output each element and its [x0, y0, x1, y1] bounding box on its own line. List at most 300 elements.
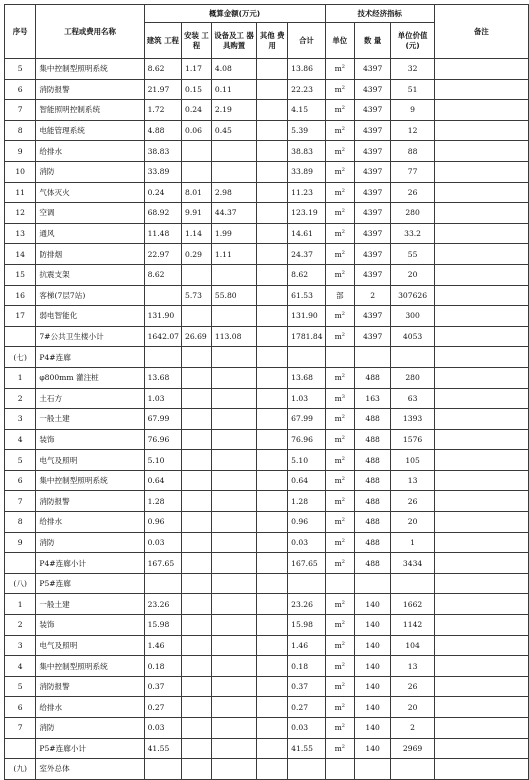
cell-unit: $m^2$: [325, 141, 354, 162]
cell-equipment: 1.99: [211, 223, 256, 244]
cell-equipment: [211, 429, 256, 450]
cell-seq: 6: [5, 470, 36, 491]
cell-remark: [434, 429, 528, 450]
cell-unit-value: 13: [391, 470, 435, 491]
cell-equipment: 0.11: [211, 79, 256, 100]
cell-total: 13.68: [288, 367, 325, 388]
cell-remark: [434, 79, 528, 100]
cell-seq: 1: [5, 367, 36, 388]
header-estimate-group: 概算金额(万元): [144, 5, 325, 23]
cell-equipment: [211, 718, 256, 739]
cell-unit: $m^2$: [325, 676, 354, 697]
cell-unit-value: 26: [391, 676, 435, 697]
cell-remark: [434, 100, 528, 121]
table-row: [5, 120, 529, 141]
cell-qty: 4397: [354, 244, 390, 265]
cell-equipment: [211, 491, 256, 512]
cell-equipment: [211, 450, 256, 471]
table-row: [5, 635, 529, 656]
cell-unit: $m^2$: [325, 79, 354, 100]
cell-install: [182, 161, 212, 182]
cell-unit: $m^2$: [325, 635, 354, 656]
table-row: [5, 141, 529, 162]
cell-total: 22.23: [288, 79, 325, 100]
cell-equipment: 44.37: [211, 203, 256, 224]
table-row: [5, 512, 529, 533]
cell-building: 1.03: [144, 388, 181, 409]
cell-qty: 2: [354, 285, 390, 306]
cell-unit-value: 63: [391, 388, 435, 409]
cell-qty: 488: [354, 429, 390, 450]
cell-other: [257, 635, 288, 656]
table-header: [5, 5, 529, 59]
table-body: [5, 59, 529, 780]
table-row: [5, 264, 529, 285]
cell-building: 1.46: [144, 635, 181, 656]
cell-install: [182, 512, 212, 533]
cell-remark: [434, 594, 528, 615]
cell-remark: [434, 718, 528, 739]
cell-seq: 6: [5, 79, 36, 100]
cell-total: 1781.84: [288, 326, 325, 347]
cell-name: 弱电智能化: [36, 306, 144, 327]
cell-seq: (七): [5, 347, 36, 368]
cell-total: 67.99: [288, 409, 325, 430]
cell-unit-value: 2969: [391, 738, 435, 759]
cell-unit-value: 104: [391, 635, 435, 656]
cell-total: [288, 573, 325, 594]
header-name: 工程或费用名称: [36, 5, 144, 59]
cell-unit-value: 1576: [391, 429, 435, 450]
cell-unit-value: 13: [391, 656, 435, 677]
cell-total: 167.65: [288, 553, 325, 574]
cell-seq: 5: [5, 59, 36, 80]
cell-unit-value: 20: [391, 512, 435, 533]
cell-install: [182, 450, 212, 471]
cell-unit: $m^2$: [325, 244, 354, 265]
cell-unit: $m^2$: [325, 367, 354, 388]
table-row: [5, 306, 529, 327]
cell-remark: [434, 223, 528, 244]
cell-install: 1.17: [182, 59, 212, 80]
cell-equipment: [211, 470, 256, 491]
cell-name: 给排水: [36, 512, 144, 533]
cell-install: [182, 573, 212, 594]
cell-unit: $m^2$: [325, 470, 354, 491]
cell-unit-value: 51: [391, 79, 435, 100]
cell-building: 1.72: [144, 100, 181, 121]
cell-total: 0.27: [288, 697, 325, 718]
cell-total: 1.03: [288, 388, 325, 409]
cell-remark: [434, 635, 528, 656]
cell-name: 气体灭火: [36, 182, 144, 203]
cell-qty: 140: [354, 697, 390, 718]
cell-building: 1.28: [144, 491, 181, 512]
cell-equipment: 4.08: [211, 59, 256, 80]
header-qty: 数 量: [354, 23, 390, 59]
table-row: [5, 429, 529, 450]
cell-unit-value: 4053: [391, 326, 435, 347]
cell-seq: 2: [5, 615, 36, 636]
cell-unit-value: 1: [391, 532, 435, 553]
cell-equipment: 55.80: [211, 285, 256, 306]
cell-building: [144, 285, 181, 306]
cell-qty: 4397: [354, 203, 390, 224]
cell-building: 22.97: [144, 244, 181, 265]
cell-total: 0.18: [288, 656, 325, 677]
cell-equipment: [211, 367, 256, 388]
cell-name: 智能照明控制系统: [36, 100, 144, 121]
cell-equipment: [211, 594, 256, 615]
cell-other: [257, 182, 288, 203]
cell-unit-value: 77: [391, 161, 435, 182]
cell-total: 8.62: [288, 264, 325, 285]
cell-building: 15.98: [144, 615, 181, 636]
cell-name: 室外总体: [36, 759, 144, 780]
cell-unit: [325, 573, 354, 594]
cell-other: [257, 491, 288, 512]
cell-install: [182, 409, 212, 430]
cell-equipment: [211, 676, 256, 697]
cell-unit-value: 280: [391, 367, 435, 388]
header-other: 其他 费用: [257, 23, 288, 59]
cell-install: 0.06: [182, 120, 212, 141]
cell-seq: 13: [5, 223, 36, 244]
cell-building: 13.68: [144, 367, 181, 388]
cell-remark: [434, 553, 528, 574]
cell-name: φ800mm 灌注桩: [36, 367, 144, 388]
cell-qty: 4397: [354, 264, 390, 285]
cell-name: 给排水: [36, 697, 144, 718]
cell-remark: [434, 203, 528, 224]
cell-install: [182, 718, 212, 739]
cell-building: 131.90: [144, 306, 181, 327]
cell-name: 消防报警: [36, 491, 144, 512]
table-row: [5, 244, 529, 265]
cell-seq: 9: [5, 532, 36, 553]
cell-unit-value: 307626: [391, 285, 435, 306]
cell-seq: [5, 326, 36, 347]
cell-qty: 488: [354, 470, 390, 491]
cell-seq: 6: [5, 697, 36, 718]
cell-install: [182, 388, 212, 409]
cell-unit: $m^2$: [325, 594, 354, 615]
cell-other: [257, 718, 288, 739]
cell-unit-value: 88: [391, 141, 435, 162]
cell-equipment: [211, 141, 256, 162]
cell-building: 8.62: [144, 59, 181, 80]
cell-install: [182, 264, 212, 285]
cell-seq: 16: [5, 285, 36, 306]
cell-total: 1.46: [288, 635, 325, 656]
cell-unit: [325, 347, 354, 368]
cell-building: 67.99: [144, 409, 181, 430]
cell-unit: $m^2$: [325, 429, 354, 450]
cell-other: [257, 326, 288, 347]
cell-equipment: 2.19: [211, 100, 256, 121]
cell-other: [257, 697, 288, 718]
cell-building: 0.27: [144, 697, 181, 718]
cell-other: [257, 594, 288, 615]
cell-other: [257, 223, 288, 244]
header-tech-group: 技术经济指标: [325, 5, 434, 23]
cell-qty: 4397: [354, 306, 390, 327]
cell-unit: $m^2$: [325, 553, 354, 574]
cell-building: 167.65: [144, 553, 181, 574]
cell-building: 1642.07: [144, 326, 181, 347]
cell-equipment: [211, 553, 256, 574]
cell-unit-value: 12: [391, 120, 435, 141]
cell-unit-value: [391, 347, 435, 368]
cell-building: 0.37: [144, 676, 181, 697]
cell-equipment: [211, 738, 256, 759]
cell-install: [182, 470, 212, 491]
cell-qty: [354, 347, 390, 368]
cell-total: 123.19: [288, 203, 325, 224]
cell-remark: [434, 676, 528, 697]
cell-seq: 5: [5, 450, 36, 471]
cell-seq: 10: [5, 161, 36, 182]
cell-seq: 2: [5, 388, 36, 409]
cell-other: [257, 347, 288, 368]
cell-seq: 14: [5, 244, 36, 265]
cell-install: [182, 615, 212, 636]
cell-unit-value: 26: [391, 491, 435, 512]
cell-install: 1.14: [182, 223, 212, 244]
cell-total: 11.23: [288, 182, 325, 203]
table-row: [5, 718, 529, 739]
cell-other: [257, 161, 288, 182]
cell-unit-value: 26: [391, 182, 435, 203]
cell-name: 电气及照明: [36, 635, 144, 656]
cell-equipment: 113.08: [211, 326, 256, 347]
cell-qty: 140: [354, 656, 390, 677]
cell-name: 空调: [36, 203, 144, 224]
cell-other: [257, 264, 288, 285]
cell-remark: [434, 738, 528, 759]
cell-equipment: [211, 573, 256, 594]
cell-equipment: [211, 264, 256, 285]
cell-remark: [434, 491, 528, 512]
cell-total: 0.96: [288, 512, 325, 533]
cell-unit-value: 9: [391, 100, 435, 121]
cell-qty: 4397: [354, 120, 390, 141]
cell-total: 0.37: [288, 676, 325, 697]
cell-name: 消防报警: [36, 676, 144, 697]
cell-name: 消防: [36, 161, 144, 182]
cell-name: 装饰: [36, 615, 144, 636]
cell-name: 消防: [36, 718, 144, 739]
cell-qty: 4397: [354, 141, 390, 162]
cell-other: [257, 738, 288, 759]
cell-seq: 15: [5, 264, 36, 285]
cell-seq: 7: [5, 718, 36, 739]
cell-qty: 488: [354, 367, 390, 388]
cell-remark: [434, 409, 528, 430]
cell-total: 33.89: [288, 161, 325, 182]
cell-building: 68.92: [144, 203, 181, 224]
cell-install: [182, 367, 212, 388]
cell-unit: $m^2$: [325, 120, 354, 141]
cell-unit: $m^2$: [325, 718, 354, 739]
cell-name: 客梯(7层7站): [36, 285, 144, 306]
cell-unit-value: 2: [391, 718, 435, 739]
cell-install: [182, 676, 212, 697]
cell-qty: 4397: [354, 161, 390, 182]
cell-other: [257, 367, 288, 388]
cell-equipment: [211, 512, 256, 533]
cell-remark: [434, 120, 528, 141]
cell-name: P4#连廊: [36, 347, 144, 368]
cell-equipment: 2.98: [211, 182, 256, 203]
cell-qty: 4397: [354, 100, 390, 121]
header-seq: 序号: [5, 5, 36, 59]
cell-other: [257, 244, 288, 265]
cell-remark: [434, 59, 528, 80]
table-row: [5, 409, 529, 430]
cell-unit-value: 1662: [391, 594, 435, 615]
table-row: [5, 738, 529, 759]
cell-other: [257, 59, 288, 80]
cell-seq: 7: [5, 100, 36, 121]
cell-other: [257, 512, 288, 533]
cell-unit-value: 1393: [391, 409, 435, 430]
cell-install: [182, 429, 212, 450]
cell-name: 通风: [36, 223, 144, 244]
table-row: [5, 326, 529, 347]
cell-total: 61.53: [288, 285, 325, 306]
cell-name: P5#连廊小计: [36, 738, 144, 759]
cell-qty: 4397: [354, 223, 390, 244]
cell-unit: 部: [325, 285, 354, 306]
table-row: [5, 470, 529, 491]
cell-install: [182, 141, 212, 162]
cell-unit: $m^2$: [325, 59, 354, 80]
cell-total: 5.10: [288, 450, 325, 471]
table-row: [5, 553, 529, 574]
table-row: [5, 450, 529, 471]
table-row: [5, 367, 529, 388]
cell-other: [257, 470, 288, 491]
cell-install: 0.29: [182, 244, 212, 265]
cell-seq: 3: [5, 635, 36, 656]
cell-remark: [434, 244, 528, 265]
cell-seq: 8: [5, 120, 36, 141]
cell-building: 0.24: [144, 182, 181, 203]
cell-name: 7#公共卫生楼小计: [36, 326, 144, 347]
table-row: [5, 182, 529, 203]
cost-estimate-table: [4, 4, 529, 780]
cell-equipment: [211, 615, 256, 636]
cell-other: [257, 306, 288, 327]
cell-building: 11.48: [144, 223, 181, 244]
cell-unit: $m^2$: [325, 161, 354, 182]
cell-remark: [434, 306, 528, 327]
cell-total: 131.90: [288, 306, 325, 327]
cell-other: [257, 388, 288, 409]
table-row: [5, 161, 529, 182]
cell-qty: 4397: [354, 326, 390, 347]
cell-equipment: [211, 347, 256, 368]
table-row: [5, 59, 529, 80]
cell-remark: [434, 470, 528, 491]
cell-unit: $m^2$: [325, 326, 354, 347]
cell-equipment: [211, 409, 256, 430]
cell-unit-value: 280: [391, 203, 435, 224]
cell-qty: 140: [354, 738, 390, 759]
cell-equipment: [211, 161, 256, 182]
table-row: [5, 203, 529, 224]
cell-equipment: 0.45: [211, 120, 256, 141]
cell-total: 14.61: [288, 223, 325, 244]
cell-qty: 163: [354, 388, 390, 409]
cell-name: 装饰: [36, 429, 144, 450]
cell-unit: $m^2$: [325, 532, 354, 553]
cell-unit: $m^2$: [325, 223, 354, 244]
cell-building: 0.03: [144, 532, 181, 553]
cell-total: 0.64: [288, 470, 325, 491]
cell-total: 1.28: [288, 491, 325, 512]
cell-unit-value: 1142: [391, 615, 435, 636]
cell-building: 0.64: [144, 470, 181, 491]
cell-name: 电能管理系统: [36, 120, 144, 141]
cell-other: [257, 676, 288, 697]
cell-seq: 5: [5, 676, 36, 697]
cell-building: 23.26: [144, 594, 181, 615]
cell-other: [257, 553, 288, 574]
cell-qty: 488: [354, 532, 390, 553]
cell-unit-value: 3434: [391, 553, 435, 574]
cell-install: 0.24: [182, 100, 212, 121]
cell-install: [182, 635, 212, 656]
cell-seq: 7: [5, 491, 36, 512]
cell-other: [257, 409, 288, 430]
cell-seq: 9: [5, 141, 36, 162]
cell-install: [182, 656, 212, 677]
cell-qty: 140: [354, 676, 390, 697]
cell-name: 消防报警: [36, 79, 144, 100]
cell-unit: $m^2$: [325, 306, 354, 327]
cell-unit: $m^2$: [325, 491, 354, 512]
cell-qty: 4397: [354, 182, 390, 203]
cell-install: [182, 532, 212, 553]
cell-install: [182, 738, 212, 759]
cell-total: 0.03: [288, 532, 325, 553]
cell-unit: $m^2$: [325, 656, 354, 677]
cell-qty: 140: [354, 635, 390, 656]
cell-remark: [434, 141, 528, 162]
cell-remark: [434, 182, 528, 203]
cell-remark: [434, 532, 528, 553]
table-row: [5, 594, 529, 615]
cell-qty: 140: [354, 615, 390, 636]
cell-other: [257, 285, 288, 306]
cell-equipment: [211, 635, 256, 656]
cell-equipment: [211, 306, 256, 327]
cell-unit-value: 33.2: [391, 223, 435, 244]
table-row: [5, 615, 529, 636]
cell-total: 23.26: [288, 594, 325, 615]
cell-remark: [434, 367, 528, 388]
cell-building: 41.55: [144, 738, 181, 759]
cell-total: [288, 347, 325, 368]
cell-unit: $m^3$: [325, 388, 354, 409]
cell-equipment: [211, 388, 256, 409]
table-row: [5, 347, 529, 368]
table-row: [5, 697, 529, 718]
cell-seq: 17: [5, 306, 36, 327]
header-install: 安装 工程: [182, 23, 212, 59]
